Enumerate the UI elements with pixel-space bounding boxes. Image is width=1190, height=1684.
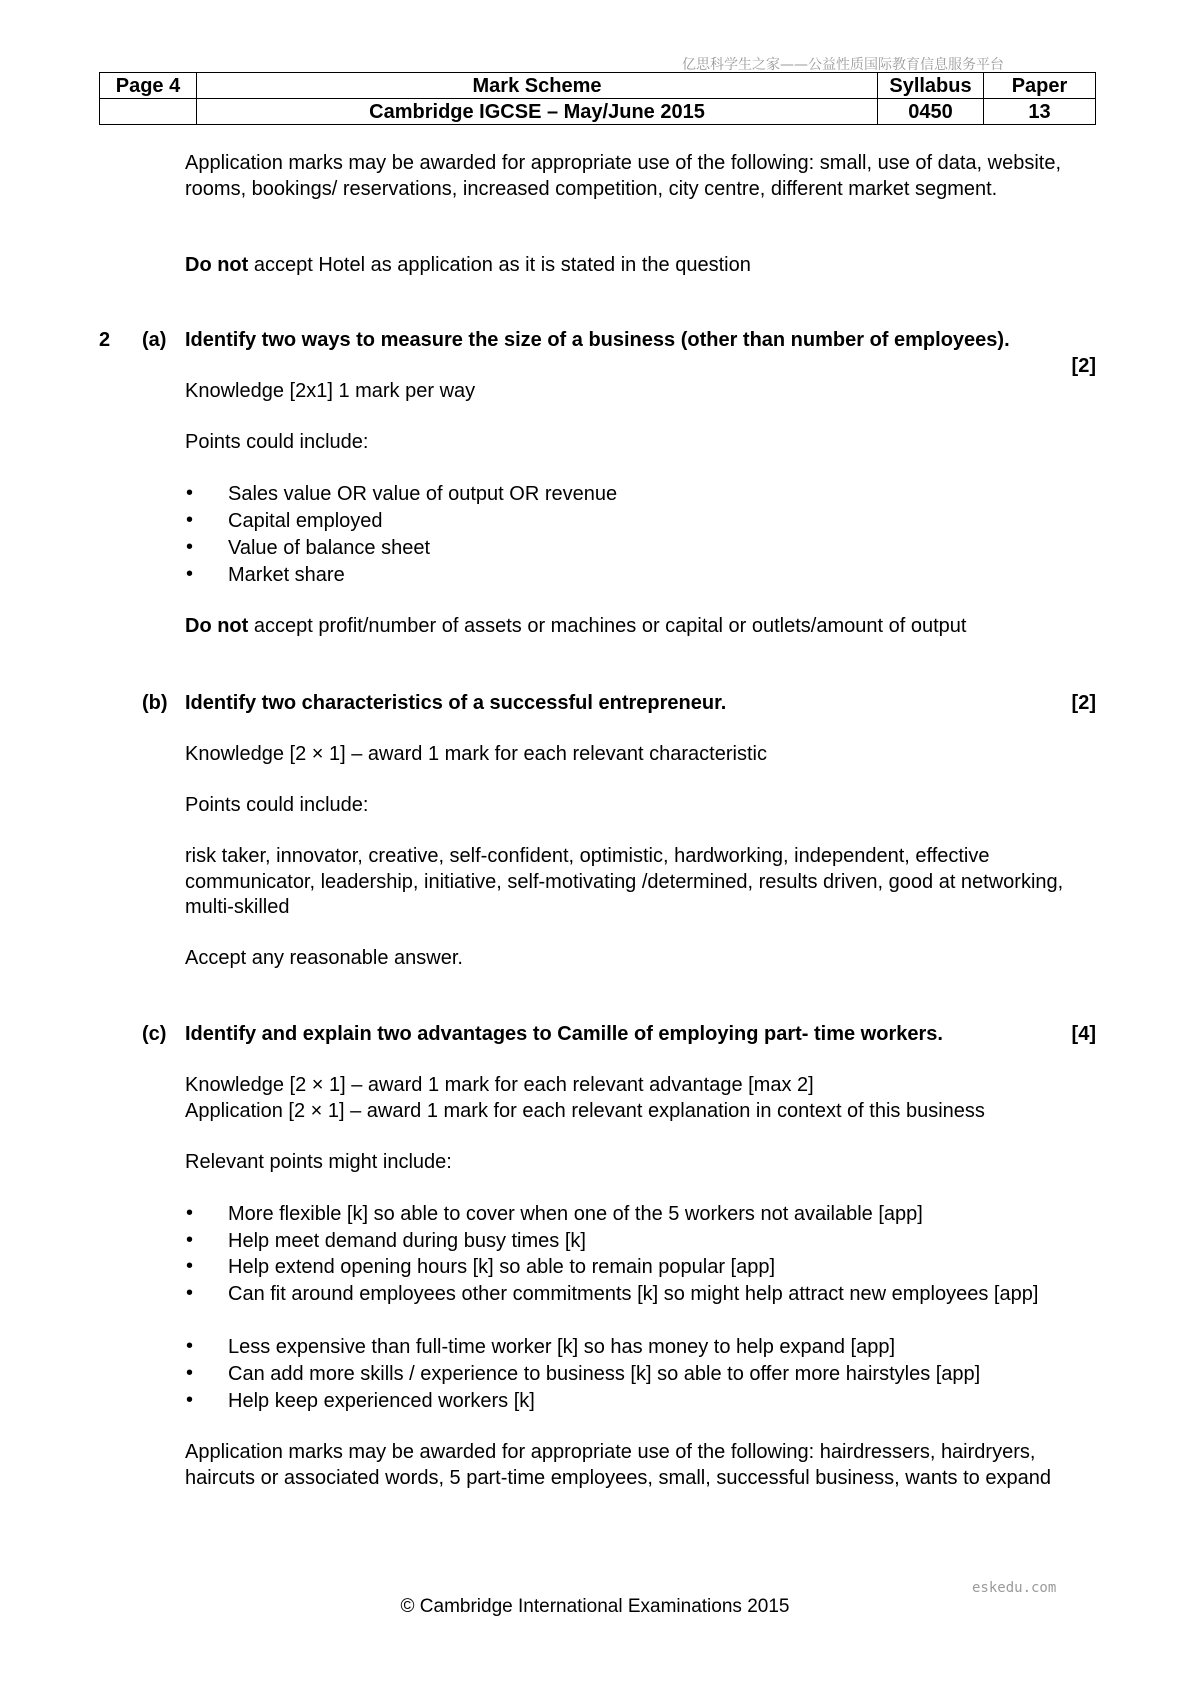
part-c-application-text: Application marks may be awarded for appropriate use of the following: hairdressers, hairdryers, haircuts or associated words, 5 part-time employees, small, successful business, wants to expand	[185, 1441, 1051, 1489]
bullet-icon: •	[186, 1335, 194, 1357]
part-a-marks: [2]	[1071, 355, 1096, 377]
bullet-icon: •	[186, 1229, 194, 1251]
part-c-bullet: More flexible [k] so able to cover when one of the 5 workers not available [app]	[228, 1203, 923, 1225]
bullet-icon: •	[186, 509, 194, 531]
part-c-marks: [4]	[1071, 1023, 1096, 1045]
bullet-icon: •	[186, 1282, 194, 1304]
part-c-bullet: Less expensive than full-time worker [k] so has money to help expand [app]	[228, 1336, 896, 1358]
bullet-icon: •	[186, 563, 194, 585]
part-c-bullet: Help extend opening hours [k] so able to remain popular [app]	[228, 1256, 776, 1278]
bullet-icon: •	[186, 1202, 194, 1224]
do-not-text: accept profit/number of assets or machines or capital or outlets/amount of output	[248, 615, 967, 637]
part-a-bullet: Market share	[228, 564, 345, 586]
intro-application-text: Application marks may be awarded for appropriate use of the following: small, use of data, website, rooms, bookings/ reservations, increased competition, city centre, different market segment.	[185, 152, 1062, 200]
part-c-application-marks: Application [2 × 1] – award 1 mark for each relevant explanation in context of this business	[185, 1100, 985, 1122]
part-c-points-intro: Relevant points might include:	[185, 1151, 452, 1173]
part-b-label: (b)	[142, 692, 168, 714]
question-number: 2	[99, 329, 111, 351]
part-c-bullet: Help meet demand during busy times [k]	[228, 1230, 586, 1252]
copyright-footer: © Cambridge International Examinations 2015	[400, 1596, 790, 1617]
part-b-marks: [2]	[1071, 692, 1096, 714]
watermark-top: 亿思科学生之家——公益性质国际教育信息服务平台	[682, 57, 1004, 73]
paper-number: 13	[984, 99, 1096, 125]
header-subtitle: Cambridge IGCSE – May/June 2015	[197, 99, 878, 125]
part-c-bullet: Help keep experienced workers [k]	[228, 1390, 535, 1412]
part-a-bullet: Sales value OR value of output OR revenue	[228, 483, 618, 505]
part-c-bullet: Can fit around employees other commitments [k] so might help attract new employees [app]	[228, 1283, 1039, 1305]
part-a-knowledge: Knowledge [2x1] 1 mark per way	[185, 380, 476, 402]
bullet-icon: •	[186, 536, 194, 558]
part-a-label: (a)	[142, 329, 167, 351]
header-table	[99, 72, 1096, 125]
syllabus-code: 0450	[878, 99, 984, 125]
part-b-points-intro: Points could include:	[185, 794, 369, 816]
header-empty-cell	[100, 99, 197, 125]
syllabus-label: Syllabus	[878, 73, 984, 99]
bullet-icon: •	[186, 482, 194, 504]
part-c-question: Identify and explain two advantages to Camille of employing part- time workers.	[185, 1023, 943, 1045]
part-c-bullet: Can add more skills / experience to business [k] so able to offer more hairstyles [app]	[228, 1363, 981, 1385]
part-b-knowledge: Knowledge [2 × 1] – award 1 mark for each relevant characteristic	[185, 743, 767, 765]
bullet-icon: •	[186, 1255, 194, 1277]
part-a-bullet: Value of balance sheet	[228, 537, 431, 559]
bullet-icon: •	[186, 1389, 194, 1411]
page-number: Page 4	[100, 73, 197, 99]
watermark-bottom: eskedu.com	[972, 1580, 1057, 1596]
part-c-knowledge: Knowledge [2 × 1] – award 1 mark for each relevant advantage [max 2]	[185, 1074, 814, 1096]
part-a-bullet: Capital employed	[228, 510, 383, 532]
part-b-question: Identify two characteristics of a successful entrepreneur.	[185, 692, 727, 714]
part-c-label: (c)	[142, 1023, 167, 1045]
do-not-text: accept Hotel as application as it is stated in the question	[248, 254, 751, 276]
paper-label: Paper	[984, 73, 1096, 99]
header-title: Mark Scheme	[197, 73, 878, 99]
part-a-question: Identify two ways to measure the size of a business (other than number of employees).	[185, 329, 1010, 351]
do-not-emphasis: Do not	[185, 254, 249, 276]
part-a-points-intro: Points could include:	[185, 431, 369, 453]
part-b-points: risk taker, innovator, creative, self-confident, optimistic, hardworking, independent, effective communicator, leadership, initiative, self-motivating /determined, results driven, good at networking, multi-skilled	[185, 845, 1064, 918]
bullet-icon: •	[186, 1362, 194, 1384]
do-not-emphasis: Do not	[185, 615, 249, 637]
part-b-accept: Accept any reasonable answer.	[185, 947, 463, 969]
part-a-do-not-line	[185, 614, 1085, 640]
intro-do-not-line	[185, 253, 1085, 279]
